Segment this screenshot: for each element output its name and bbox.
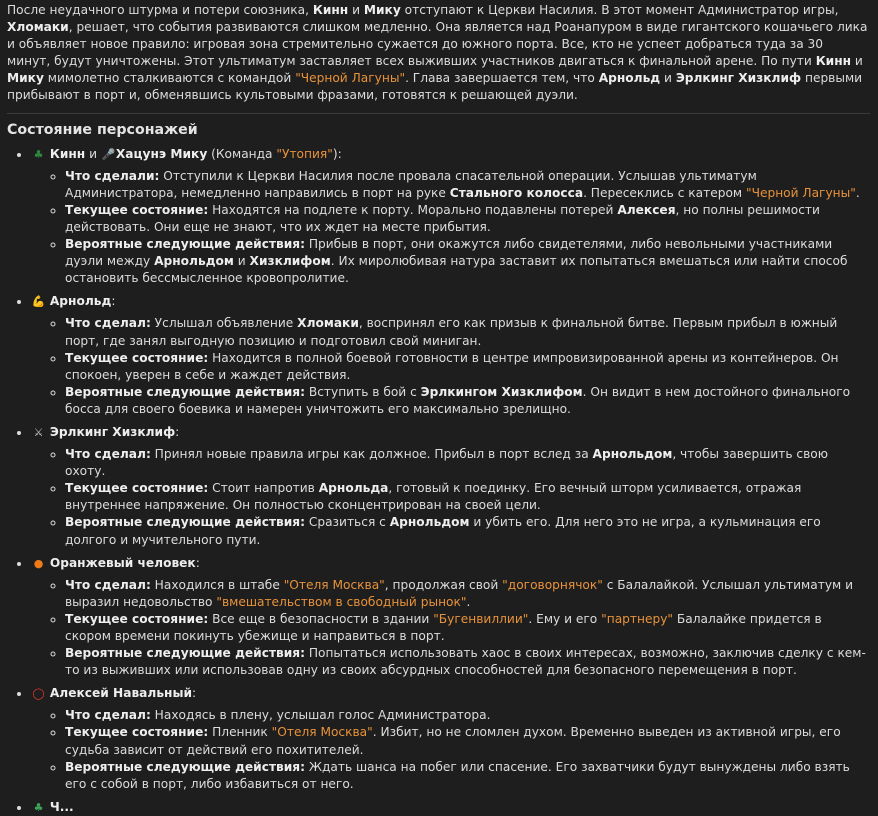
detail-item xyxy=(65,480,870,514)
detail-label: Что сделал: xyxy=(65,447,151,462)
text: Все еще в безопасности в здании xyxy=(208,611,434,626)
hollow-red-circle-icon: ◯ xyxy=(32,687,45,701)
emph: Арнольда xyxy=(318,481,389,496)
text: , решает, что события развиваются слишком медленно. Она является над Роанапуром в виде гигантского кошачьего лика и объявляет новое правило: игровая зона стремительно сужается до южного порта. Все, кто не успеет добраться туда за 30 минут, будут уничтожены. Этот ультиматум заставляет всех выживших участников двигаться к финальной арене. По пути xyxy=(7,20,868,69)
quoted-black-lagoon: "Черной Лагуны" xyxy=(295,71,406,86)
green-icon: ♣ xyxy=(33,800,44,814)
character-item-navalny xyxy=(31,685,870,793)
detail-list xyxy=(31,168,870,288)
name-hlomaki: Хломаки xyxy=(7,20,69,35)
text: (Команда xyxy=(207,146,277,161)
detail-label: Что сделал: xyxy=(65,708,151,723)
text: и xyxy=(233,254,250,269)
emph: Алексея xyxy=(617,202,676,217)
name-erlking: Эрлкинг Хизклиф xyxy=(675,71,802,86)
detail-item xyxy=(65,724,870,758)
detail-label: Вероятные следующие действия: xyxy=(65,646,305,661)
text: . Он видит в нем достойного финального босса для своего боевика и намерен уничтожить его максимально зрелищно. xyxy=(65,384,851,416)
detail-label: Вероятные следующие действия: xyxy=(65,759,305,774)
detail-label: Текущее состояние: xyxy=(65,725,209,740)
text: . Пересеклись с катером xyxy=(583,185,746,200)
text: . Избит, но не сломлен духом. Временно выведен из активной игры, его судьба зависит от действий его похитителей. xyxy=(65,725,841,757)
name-arnold: Арнольд xyxy=(598,71,661,86)
detail-label: Что сделали: xyxy=(65,168,160,183)
quoted: "Бугенвиллии" xyxy=(433,611,529,626)
detail-label: Текущее состояние: xyxy=(65,611,209,626)
name-kinn: Кинн xyxy=(815,54,852,69)
name-miku: Мику xyxy=(7,71,44,86)
quoted: "договорнячок" xyxy=(502,577,603,592)
character-item-next xyxy=(31,799,870,816)
detail-label: Текущее состояние: xyxy=(65,481,209,496)
text: : xyxy=(111,294,116,309)
detail-label: Текущее состояние: xyxy=(65,350,209,365)
detail-list xyxy=(31,577,870,680)
emph: Хломаки xyxy=(297,316,359,331)
text: отступают к Церкви Насилия. В этот момент Администратор игры, xyxy=(400,3,839,17)
text: Попытаться использовать хаос в своих интересах, возможно, заключив сделку с кем-то из выживших или использовав одну из своих абсурдных способностей для безопасного перемещения в порт. xyxy=(65,646,866,678)
text: Сразиться с xyxy=(304,515,390,530)
text: Прибыв в порт, они окажутся либо свидетелями, либо невольными участниками дуэли между xyxy=(65,237,833,269)
text: , чтобы завершить свою охоту. xyxy=(65,447,829,479)
text: и убить его. Для него это не игра, а кульминация его долгого и мучительного пути. xyxy=(65,515,821,547)
text: Отступили к Церкви Насилия после провала спасательной операции. Услышав ультиматум Администратора, немедленно направились в порт на руке xyxy=(65,168,757,200)
emph: Стального колосса xyxy=(449,185,584,200)
text: ): xyxy=(332,146,342,161)
detail-item xyxy=(65,446,870,480)
emph: Хизклифом xyxy=(249,254,331,269)
detail-list xyxy=(31,707,870,792)
character-item-kinn-miku xyxy=(31,146,870,288)
char-name: Кинн xyxy=(49,146,86,161)
text: и xyxy=(85,146,101,161)
emph: Эрлкингом Хизклифом xyxy=(420,384,583,399)
detail-item xyxy=(65,514,870,548)
text: : xyxy=(195,555,200,570)
detail-item xyxy=(65,168,870,202)
character-item-orange-man xyxy=(31,555,870,680)
detail-label: Что сделал: xyxy=(65,577,151,592)
text: Ждать шанса на побег или спасение. Его захватчики будут вынуждены либо взять его с собой в порт, либо избавиться от него. xyxy=(65,759,850,791)
text: Услышал объявление xyxy=(150,316,298,331)
divider xyxy=(7,113,870,114)
text: мимолетно сталкиваются с командой xyxy=(43,71,296,86)
flexed-biceps-icon: 💪 xyxy=(31,295,46,309)
char-name: Хацунэ Мику xyxy=(115,146,208,161)
quoted: "Отеля Москва" xyxy=(271,725,373,740)
detail-label: Текущее состояние: xyxy=(65,202,209,217)
detail-item xyxy=(65,645,870,679)
detail-label: Вероятные следующие действия: xyxy=(65,237,305,252)
text: . Ему и его xyxy=(528,611,602,626)
crossed-swords-icon: ⚔ xyxy=(33,425,44,439)
text: После неудачного штурма и потери союзника, xyxy=(7,3,313,17)
detail-item xyxy=(65,611,870,645)
quoted: "партнеру" xyxy=(601,611,674,626)
char-name: Арнольд xyxy=(49,294,112,309)
character-item-arnold xyxy=(31,293,870,418)
text: Принял новые правила игры как должное. Прибыл в порт вслед за xyxy=(150,447,593,462)
quoted: "Черной Лагуны" xyxy=(746,185,856,200)
char-name: Эрлкинг Хизклиф xyxy=(49,424,176,439)
microphone-icon: 🎤 xyxy=(101,147,116,161)
name-miku: Мику xyxy=(363,3,401,17)
quoted: "Отеля Москва" xyxy=(283,577,385,592)
char-name: Алексей Навальный xyxy=(49,686,193,701)
text: . Глава завершается тем, что xyxy=(405,71,599,86)
text: . xyxy=(466,594,471,609)
text: . xyxy=(855,185,860,200)
orange-fruit-icon: ● xyxy=(33,556,44,570)
intro-paragraph xyxy=(7,2,870,105)
detail-item xyxy=(65,577,870,611)
char-name: Оранжевый человек xyxy=(49,555,196,570)
detail-label: Вероятные следующие действия: xyxy=(65,384,305,399)
emph: Арнольдом xyxy=(592,447,673,462)
text: : xyxy=(175,424,180,439)
detail-label: Что сделал: xyxy=(65,316,151,331)
text: Пленник xyxy=(208,725,272,740)
team-name: "Утопия" xyxy=(276,146,333,161)
character-item-erlking xyxy=(31,424,870,549)
text: Находится в полной боевой готовности в центре импровизированной арены из контейнеров. Он спокоен, уверен в себе и жаждет действия. xyxy=(65,350,839,382)
text: . Их миролюбивая натура заставит их попытаться вмешаться или найти способ остановить бессмысленное кровопролитие. xyxy=(65,254,848,286)
quoted: "вмешательством в свободный рынок" xyxy=(216,594,467,609)
text: , продолжая свой xyxy=(384,577,503,592)
text: первыми прибывают в порт и, обменявшись культовыми фразами, готовятся к решающей дуэли. xyxy=(7,71,863,103)
text: Балалайке придется в скором времени покинуть убежище и направиться в порт. xyxy=(65,611,822,643)
text: и xyxy=(660,71,676,86)
text: и xyxy=(851,54,863,69)
detail-item xyxy=(65,759,870,793)
text: Стоит напротив xyxy=(208,481,319,496)
detail-list xyxy=(31,446,870,549)
detail-list xyxy=(31,315,870,418)
text: с Балалайкой. Услышал ультиматум и выразил недовольство xyxy=(65,577,854,609)
detail-item xyxy=(65,350,870,384)
char-name: Ч... xyxy=(49,799,74,814)
detail-item xyxy=(65,315,870,349)
detail-label: Вероятные следующие действия: xyxy=(65,515,305,530)
text: Находясь в плену, услышал голос Администратора. xyxy=(150,708,491,723)
text: , готовый к поединку. Его вечный шторм усиливается, отражая внутреннее напряжение. Он полностью сконцентрирован на своей цели. xyxy=(65,481,802,513)
text: Находятся на подлете к порту. Морально подавлены потерей xyxy=(208,202,618,217)
detail-item xyxy=(65,202,870,236)
character-list xyxy=(7,146,870,816)
detail-item xyxy=(65,707,870,724)
text: : xyxy=(192,686,197,701)
emph: Арнольдом xyxy=(154,254,234,269)
text: Вступить в бой с xyxy=(304,384,421,399)
detail-item xyxy=(65,384,870,418)
text: , но полны решимости действовать. Они еще не знают, что их ждет на месте прибытия. xyxy=(65,202,820,234)
detail-item xyxy=(65,236,870,287)
text: и xyxy=(348,3,364,17)
four-leaf-clover-icon: ♣ xyxy=(33,147,44,161)
text: Находился в штабе xyxy=(150,577,284,592)
section-heading: Состояние персонажей xyxy=(7,121,198,138)
emph: Арнольдом xyxy=(389,515,470,530)
text: , воспринял его как призыв к финальной битве. Первым прибыл в южный порт, где занял выгодную позицию и подготовил свой миниган. xyxy=(65,316,838,348)
name-kinn: Кинн xyxy=(312,3,349,17)
